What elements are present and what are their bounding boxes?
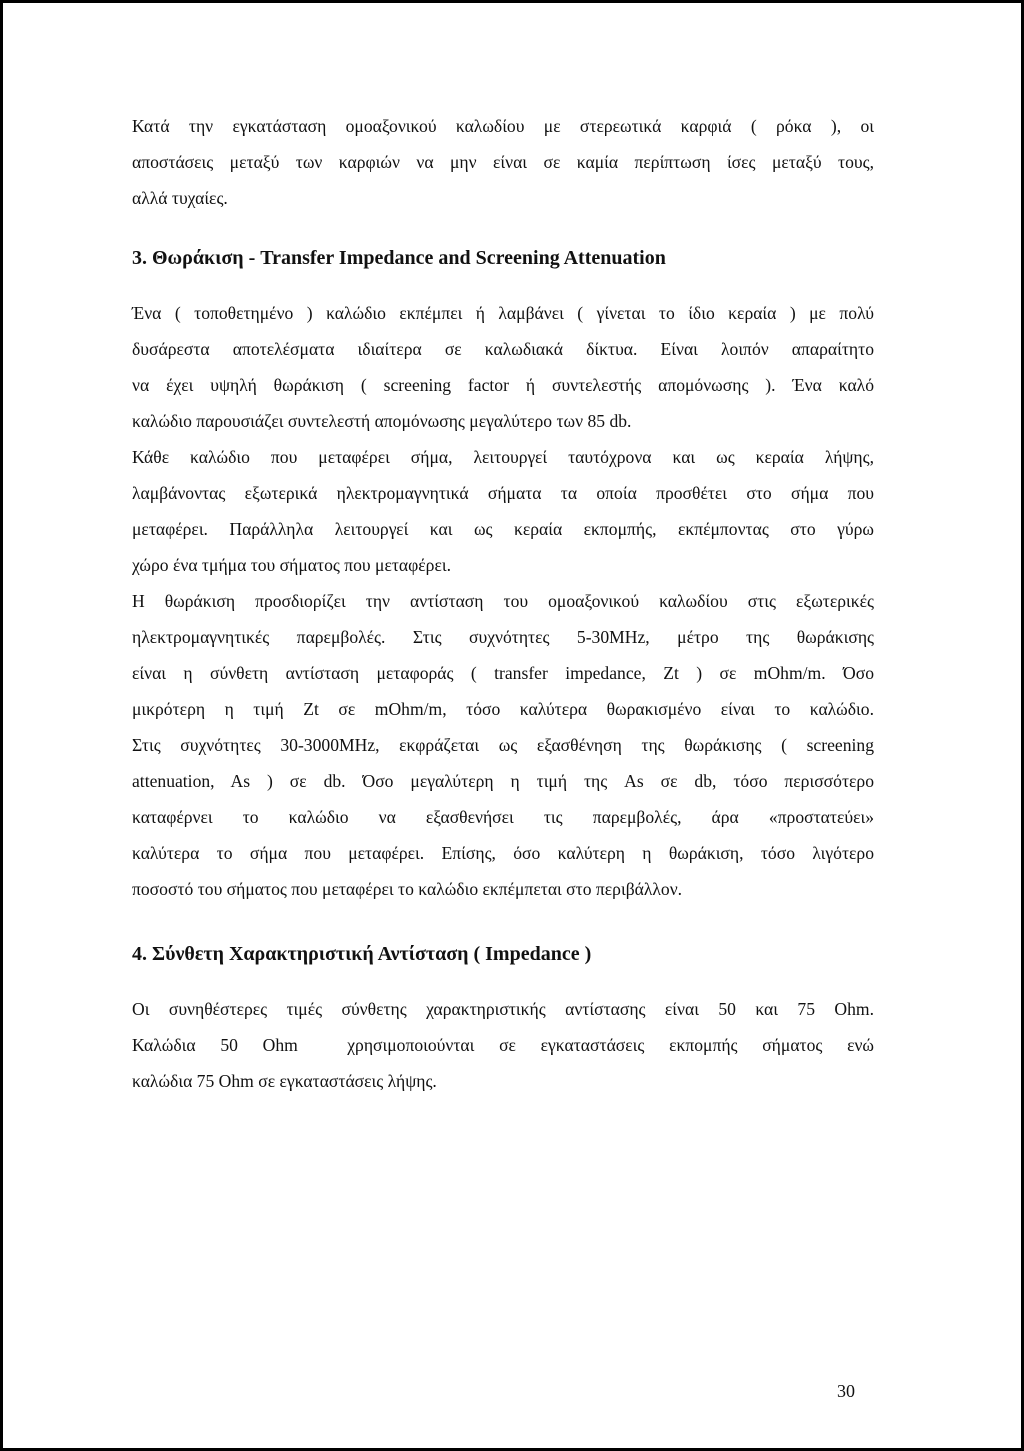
intro-paragraph (132, 108, 874, 216)
text-line: αλλά τυχαίες. (132, 188, 228, 208)
text-line: ποσοστό του σήματος που μεταφέρει το καλώδιο εκπέμπεται στο περιβάλλον. (132, 879, 683, 899)
text-line: Οι συνηθέστερες τιμές σύνθετης χαρακτηριστικής αντίστασης είναι 50 και 75 Ohm. (132, 999, 874, 1019)
section-3-heading: 3. Θωράκιση - Transfer Impedance and Screening Attenuation (132, 247, 666, 269)
section-4-heading: 4. Σύνθετη Χαρακτηριστική Αντίσταση ( Impedance ) (132, 943, 592, 965)
text-line: καλώδιο παρουσιάζει συντελεστή απομόνωσης μεγαλύτερο των 85 db. (132, 411, 632, 431)
text-line: αποστάσεις μεταξύ των καρφιών να μην είναι σε καμία περίπτωση ίσες μεταξύ τους, (132, 152, 874, 172)
text-line: καλώδια 75 Ohm σε εγκαταστάσεις λήψης. (132, 1071, 437, 1091)
text-line: Καλώδια 50 Ohm χρησιμοποιούνται σε εγκαταστάσεις εκπομπής σήματος ενώ (132, 1035, 874, 1055)
section-3-paragraph-2 (132, 439, 874, 583)
text-line: καταφέρνει το καλώδιο να εξασθενήσει τις παρεμβολές, άρα «προστατεύει» (132, 807, 874, 827)
text-line: Κατά την εγκατάσταση ομοαξονικού καλωδίου με στερεωτικά καρφιά ( ρόκα ), οι (132, 116, 874, 136)
text-line: ηλεκτρομαγνητικές παρεμβολές. Στις συχνότητες 5-30MHz, μέτρο της θωράκισης (132, 627, 874, 647)
text-line: Κάθε καλώδιο που μεταφέρει σήμα, λειτουργεί ταυτόχρονα και ως κεραία λήψης, (132, 447, 874, 467)
text-line: Ένα ( τοποθετημένο ) καλώδιο εκπέμπει ή λαμβάνει ( γίνεται το ίδιο κεραία ) με πολύ (132, 303, 874, 323)
document-page (3, 3, 1021, 1448)
text-line: είναι η σύνθετη αντίσταση μεταφοράς ( transfer impedance, Zt ) σε mOhm/m. Όσο (132, 663, 874, 683)
text-line: χώρο ένα τμήμα του σήματος που μεταφέρει. (132, 555, 451, 575)
section-3-paragraph-1 (132, 295, 874, 439)
text-line: καλύτερα το σήμα που μεταφέρει. Επίσης, όσο καλύτερη η θωράκιση, τόσο λιγότερο (132, 843, 874, 863)
text-line: δυσάρεστα αποτελέσματα ιδιαίτερα σε καλωδιακά δίκτυα. Είναι λοιπόν απαραίτητο (132, 339, 874, 359)
text-line: attenuation, As ) σε db. Όσο μεγαλύτερη η τιμή της As σε db, τόσο περισσότερο (132, 771, 874, 791)
text-line: να έχει υψηλή θωράκιση ( screening factor ή συντελεστής απομόνωσης ). Ένα καλό (132, 375, 874, 395)
section-3-paragraph-3 (132, 583, 874, 907)
section-4-paragraph-1 (132, 991, 874, 1099)
text-line: μεταφέρει. Παράλληλα λειτουργεί και ως κεραία εκπομπής, εκπέμποντας στο γύρω (132, 519, 874, 539)
text-line: λαμβάνοντας εξωτερικά ηλεκτρομαγνητικά σήματα τα οποία προσθέτει στο σήμα που (132, 483, 874, 503)
text-line: μικρότερη η τιμή Zt σε mOhm/m, τόσο καλύτερα θωρακισμένο είναι το καλώδιο. (132, 699, 874, 719)
page-number: 30 (837, 1381, 855, 1401)
text-line: Στις συχνότητες 30-3000MHz, εκφράζεται ως εξασθένηση της θωράκισης ( screening (132, 735, 874, 755)
text-line: Η θωράκιση προσδιορίζει την αντίσταση του ομοαξονικού καλωδίου στις εξωτερικές (132, 591, 874, 611)
